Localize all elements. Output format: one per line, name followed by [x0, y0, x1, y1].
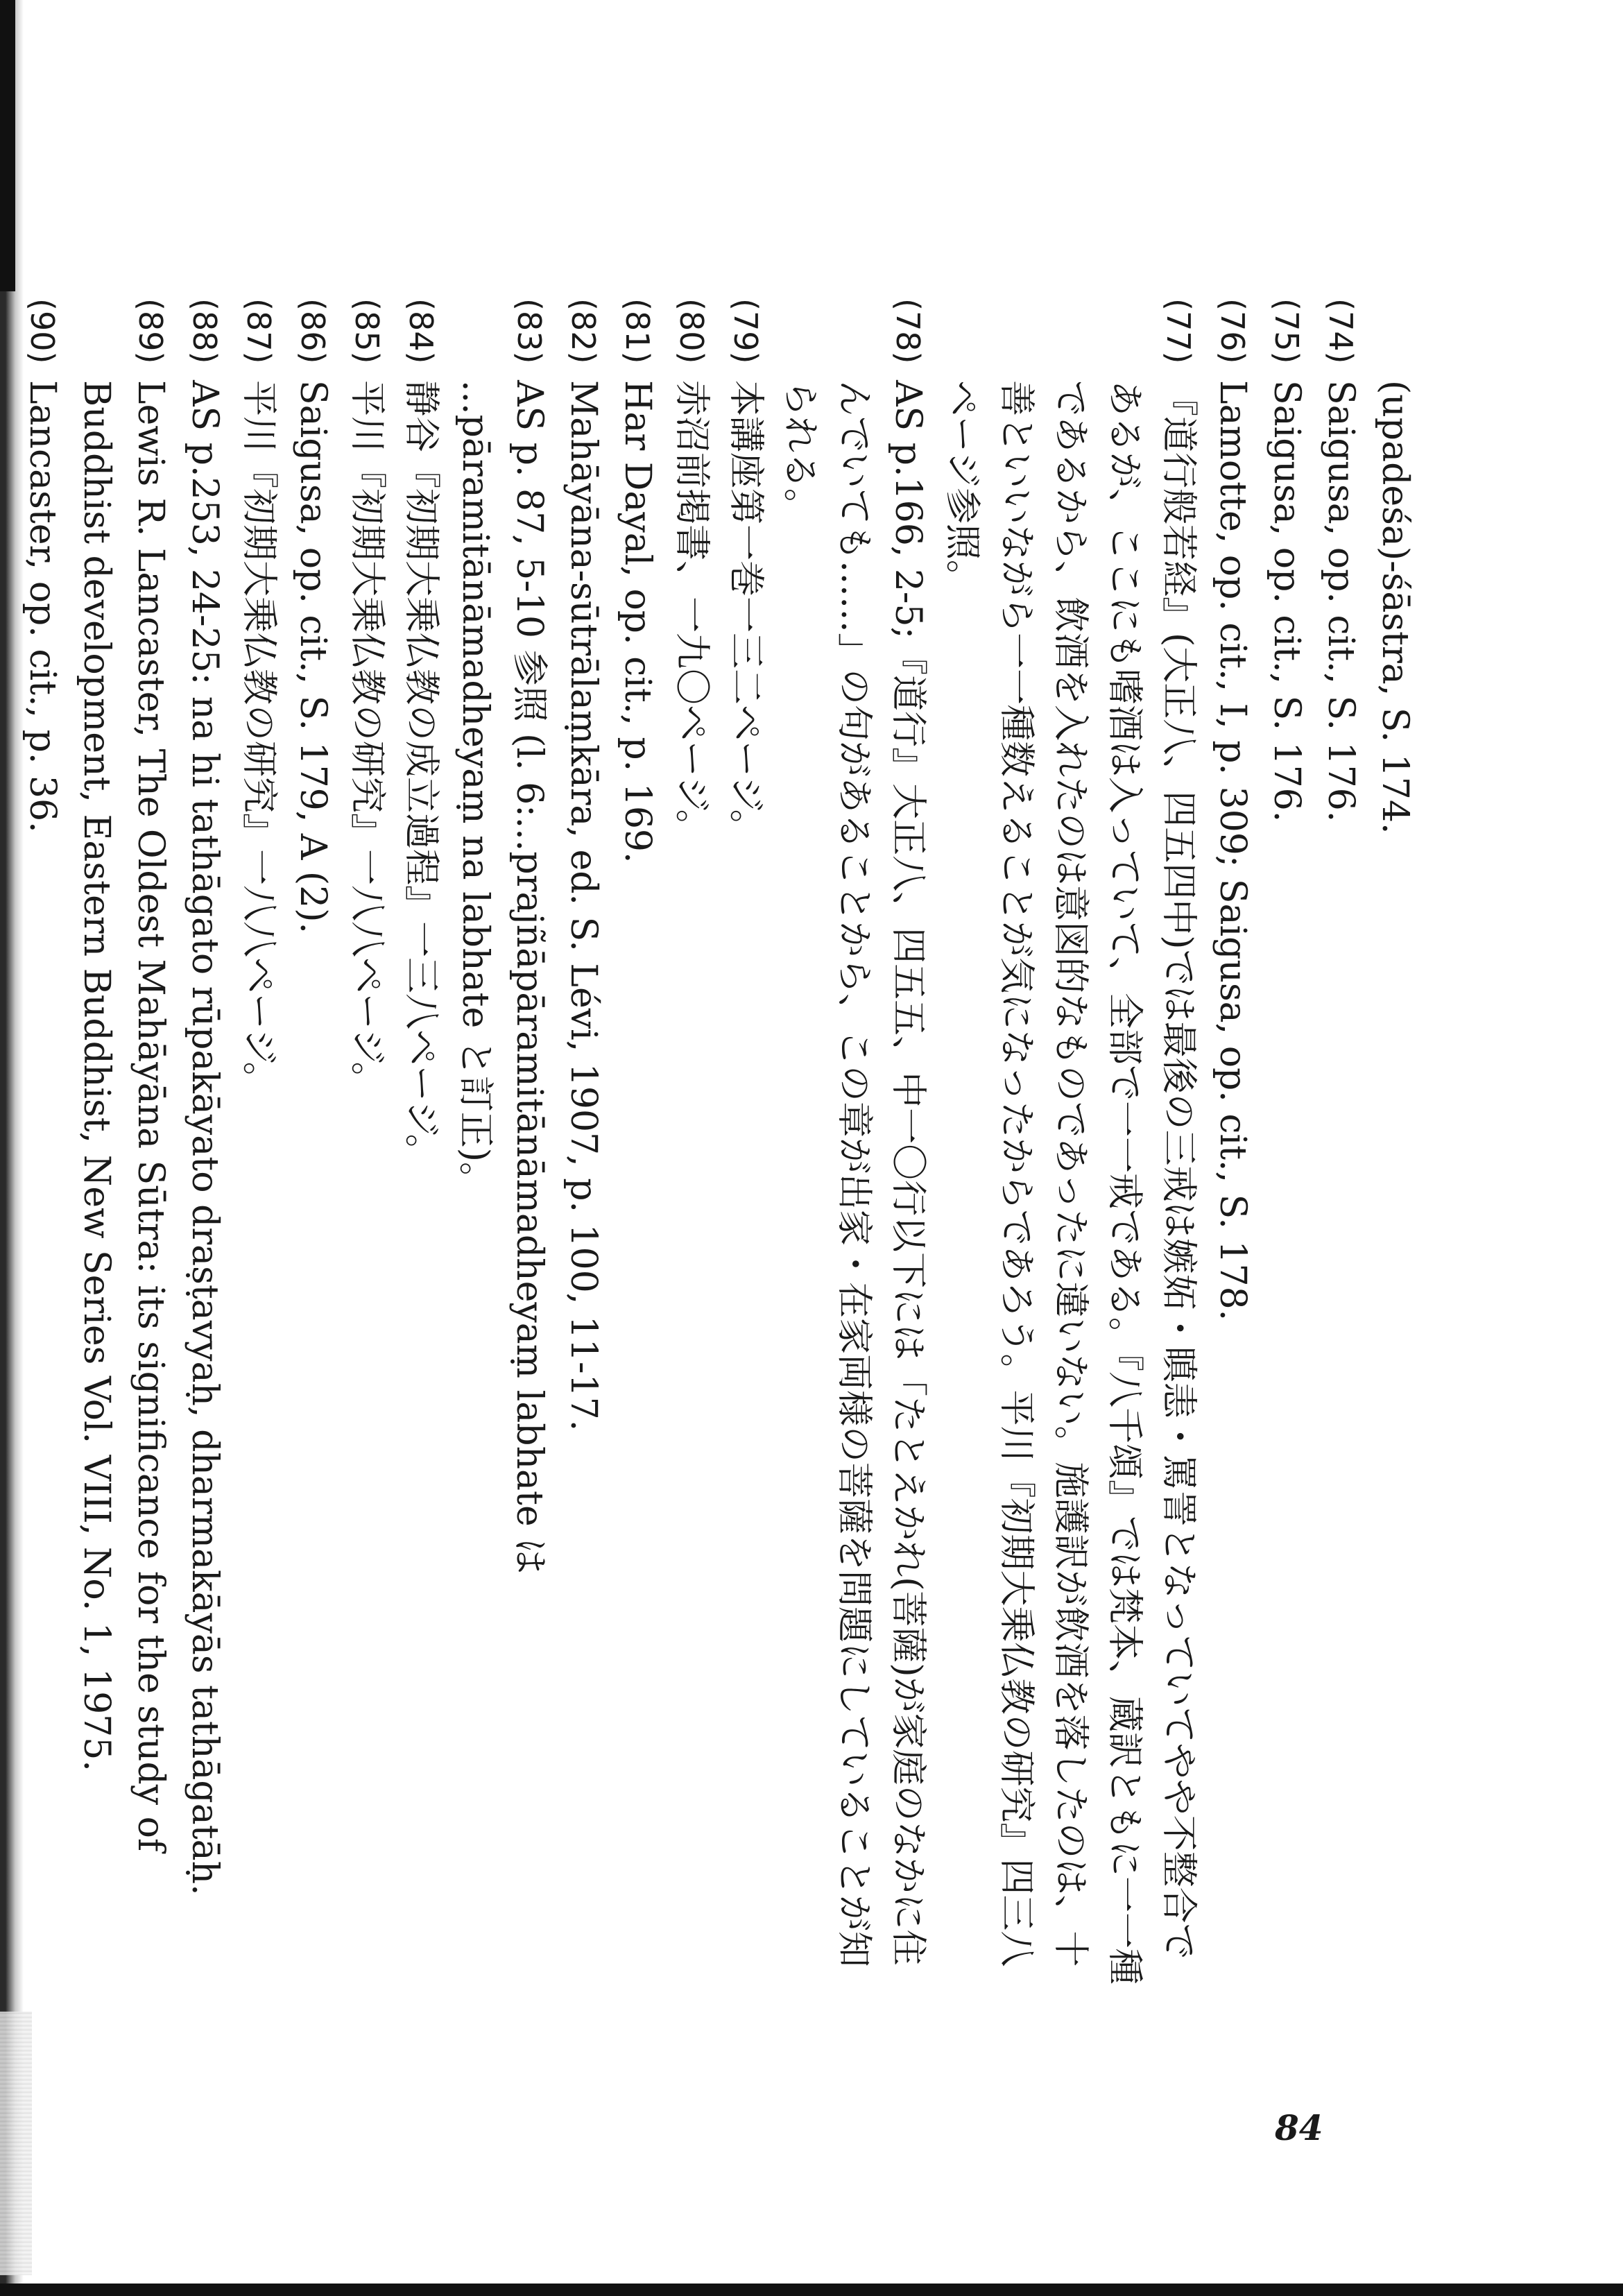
note-number: (87)	[240, 298, 277, 364]
note-number: (83)	[510, 298, 548, 364]
note-number: (88)	[186, 298, 223, 364]
note-76	[1205, 298, 1260, 1991]
note-text: 『道行般若経』(大正八、四五四中)では最後の三戒は嫉妬・瞋恚・罵詈となっていてやや不整合であるが、ここにも嗜酒は入っていて、全部で一一戒である。『八千頌』では梵本、蔵訳ともに一一種であるから、飲酒を入れたのは意図的なものであったに違いない。施護訳が飲酒を落したのは、十善といいながら一一種数えることが気になったからであろう。平川『初期大乗仏教の研究』四三八ページ参照。	[941, 380, 1199, 1985]
note-74	[1314, 298, 1368, 1991]
note-79	[719, 298, 773, 1991]
note-90	[15, 298, 69, 1991]
note-78	[773, 298, 935, 1991]
note-number: (86)	[294, 298, 332, 364]
note-number: (90)	[24, 298, 61, 364]
note-text: (upadeśa)-śāstra, S. 174.	[1374, 380, 1416, 834]
note-text: Saigusa, op. cit., S. 176.	[1266, 380, 1307, 823]
note-text: 静谷『初期大乗仏教の成立過程』一三八ページ。	[400, 380, 442, 1170]
note-87	[232, 298, 286, 1991]
note-82	[556, 298, 610, 1991]
note-text: Lancaster, op. cit., p. 36.	[22, 380, 63, 833]
note-text: AS p.253, 24-25: na hi tathāgato rūpakāyato draṣṭavyaḥ, dharmakāyās tathāgatāḥ.	[184, 380, 225, 1896]
note-number: (74)	[1322, 298, 1359, 364]
note-85	[340, 298, 394, 1991]
notes-list	[15, 298, 1422, 1991]
note-text: Lewis R. Lancaster, The Oldest Mahāyāna Sūtra: its significance for the study of Buddhist development, Eastern Buddhist, New Series Vol. VIII, No. 1, 1975.	[76, 380, 171, 1852]
scan-bottom-edge	[0, 2284, 1623, 2296]
note-text: 赤沼前掲書、一九〇ページ。	[671, 380, 712, 846]
note-text: Saigusa, op. cit., S. 176.	[1320, 380, 1362, 823]
note-84	[394, 298, 448, 1991]
note-number: (82)	[565, 298, 602, 364]
note-text: Har Dayal, op. cit., p. 169.	[617, 380, 658, 864]
scan-left-band	[0, 0, 15, 291]
note-continuation	[1368, 298, 1422, 1991]
scan-left-grain	[0, 2012, 32, 2275]
note-number: (75)	[1268, 298, 1305, 364]
notes-block	[22, 298, 1422, 1991]
note-text: 平川『初期大乗仏教の研究』一八八ページ。	[346, 380, 388, 1098]
note-number: (76)	[1214, 298, 1251, 364]
note-text: AS p. 87, 5-10 参照 (l. 6:...prajñāpāramitānāmadheyaṃ labhate は ...pāramitānāmadheyaṃ na labhate と訂正)。	[454, 380, 550, 1575]
note-text: 本講座第一巻一三二ページ。	[725, 380, 766, 846]
note-number: (85)	[348, 298, 386, 364]
note-81	[610, 298, 664, 1991]
note-number: (84)	[402, 298, 440, 364]
note-number: (81)	[619, 298, 656, 364]
note-text: 平川『初期大乗仏教の研究』一八八ページ。	[238, 380, 280, 1098]
note-80	[664, 298, 719, 1991]
note-text: AS p.166, 2-5;『道行』大正八、四五五、中一〇行以下には「たとえかれ(菩薩)が家庭のなかに住んでいても……」の句があることから、この章が出家・在家両様の菩薩を問題にしていることが知られる。	[779, 380, 929, 1968]
note-number: (80)	[673, 298, 710, 364]
note-86	[286, 298, 340, 1991]
note-75	[1260, 298, 1314, 1991]
note-text: Saigusa, op. cit., S. 179, A (2).	[292, 380, 334, 934]
note-text: Mahāyāna-sūtrālaṃkāra, ed. S. Lévi, 1907, p. 100, 11-17.	[563, 380, 604, 1432]
note-number: (79)	[727, 298, 764, 364]
note-88	[178, 298, 232, 1991]
note-number: (77)	[1160, 298, 1197, 364]
note-number: (89)	[132, 298, 169, 364]
note-83	[448, 298, 556, 1991]
page-number: 84	[1275, 2107, 1323, 2148]
note-number: (78)	[889, 298, 927, 364]
note-text: Lamotte, op. cit., I, p. 309; Saigusa, op. cit., S. 178.	[1212, 380, 1253, 1321]
note-77	[935, 298, 1205, 1991]
note-89	[69, 298, 178, 1991]
